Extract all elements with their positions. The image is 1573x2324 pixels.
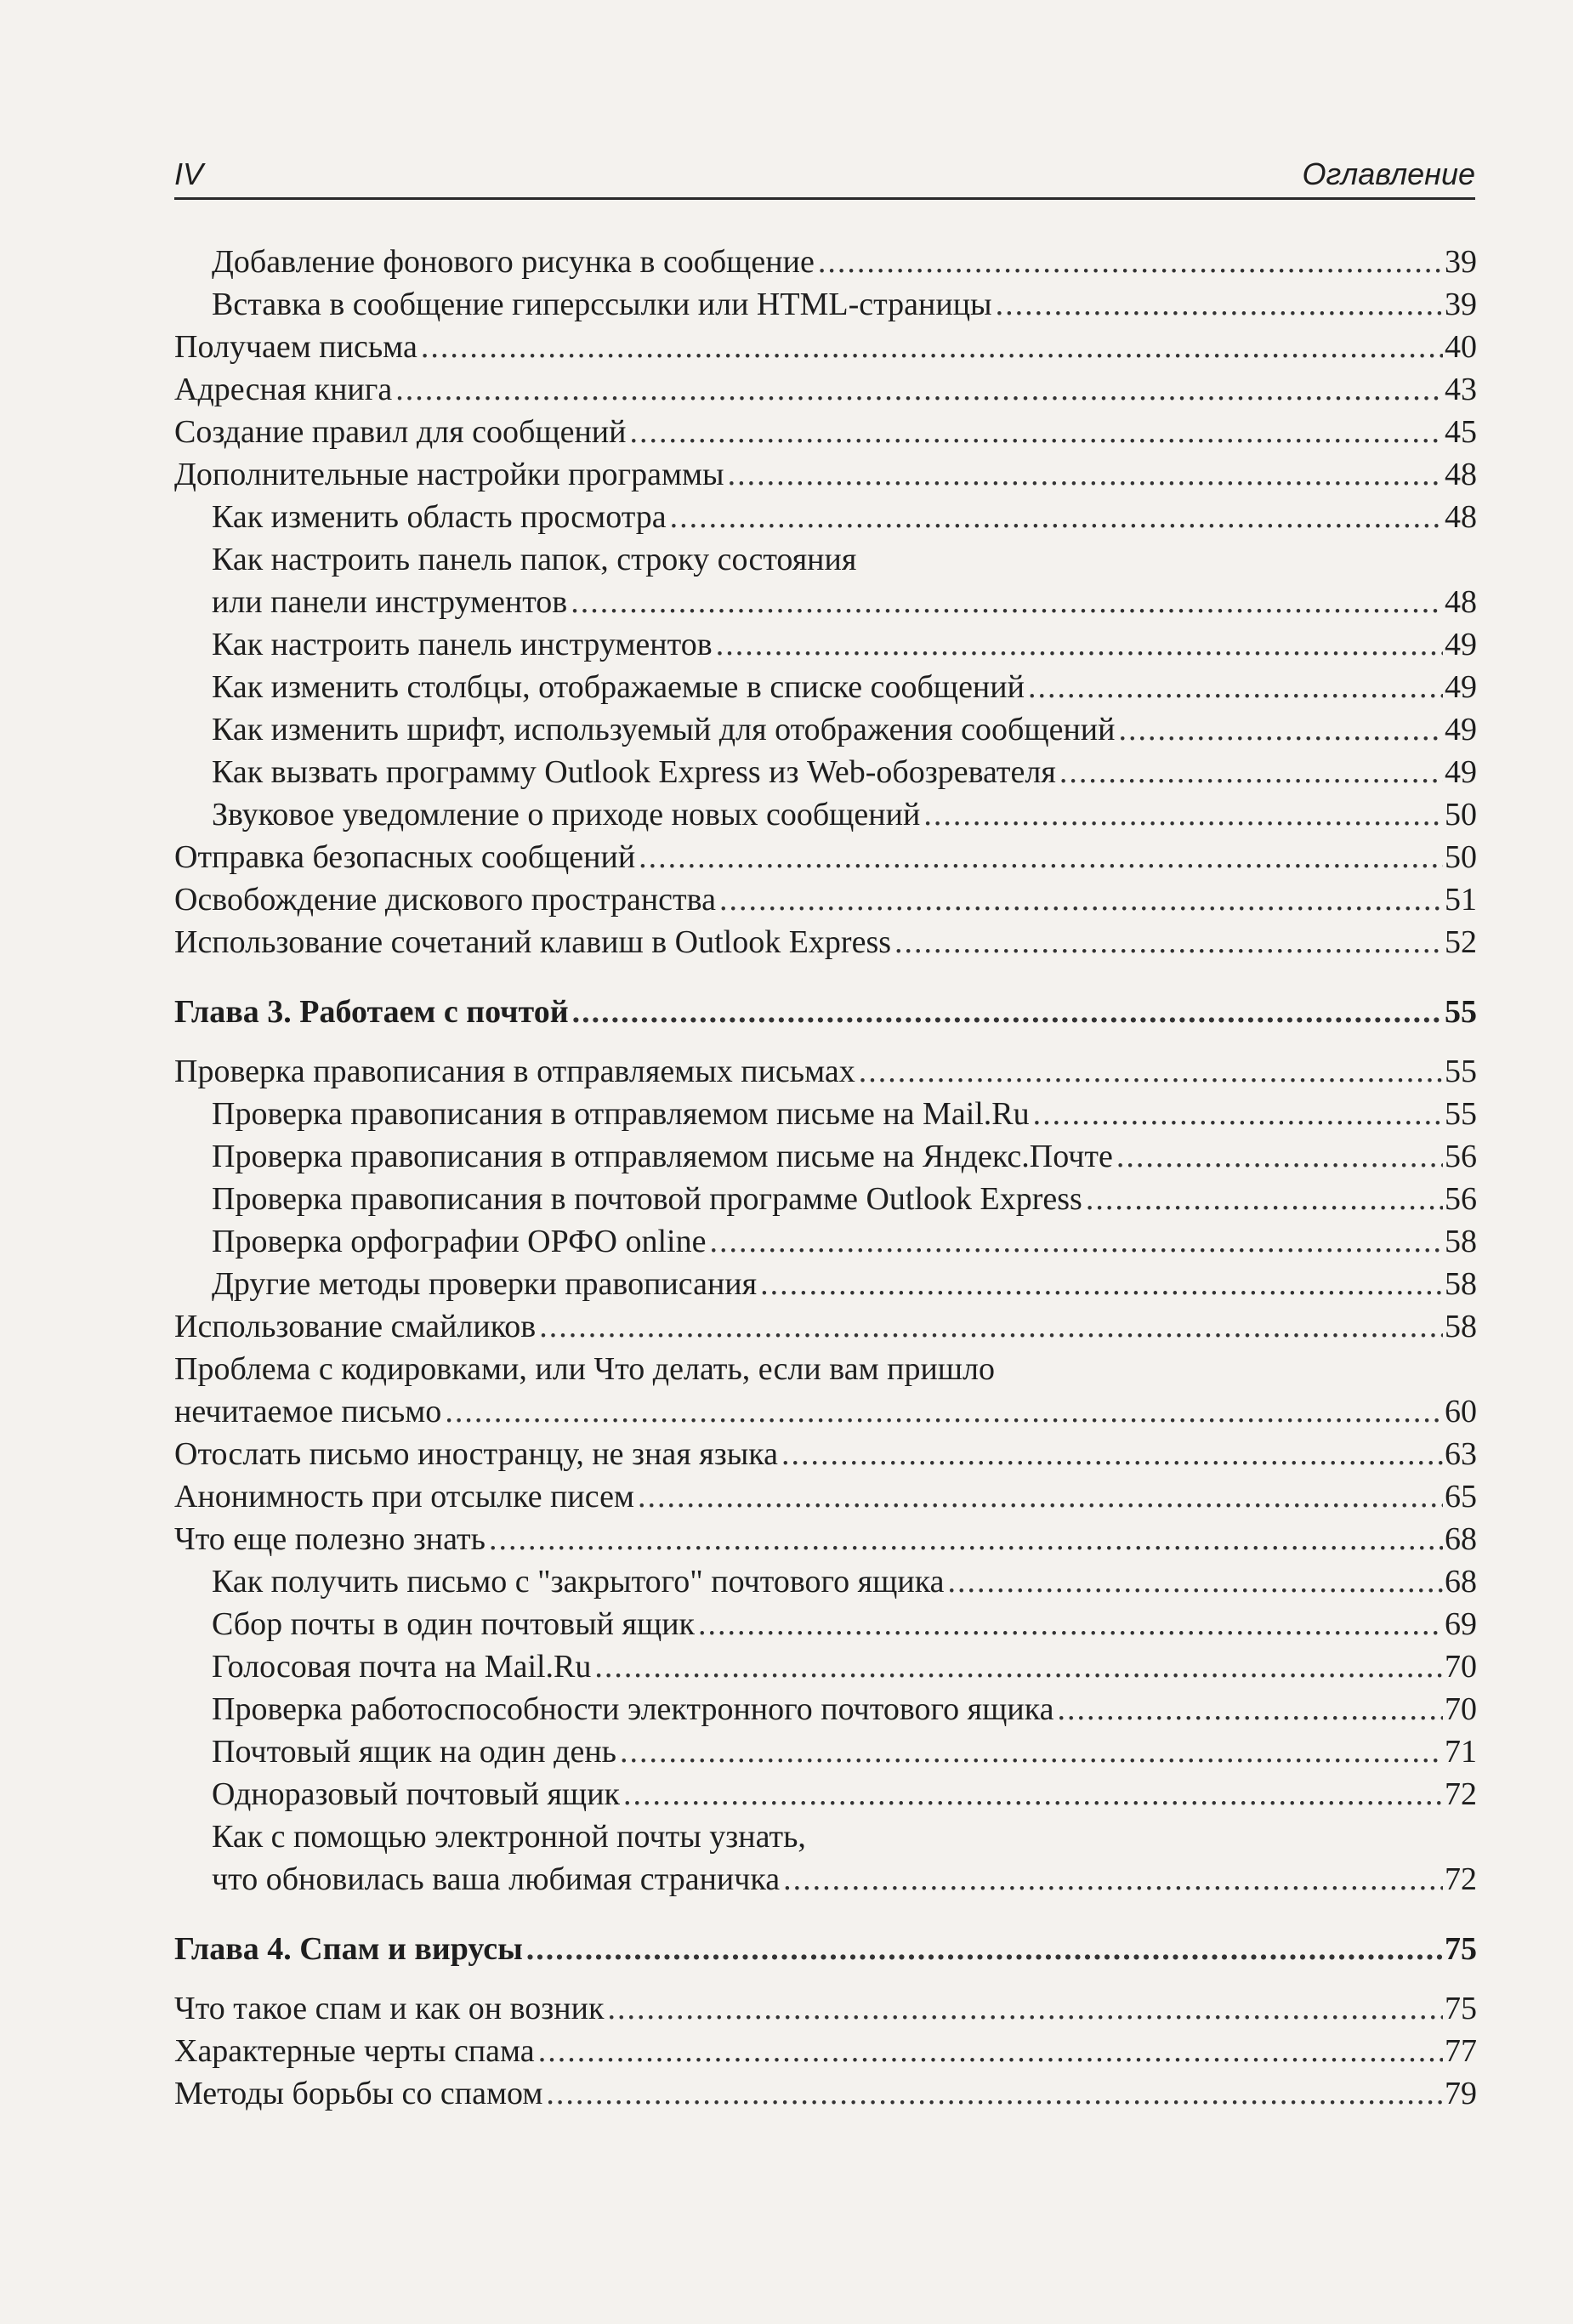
toc-entry[interactable]: Отправка безопасных сообщений ..... 50 xyxy=(174,836,1477,878)
toc-page: 51 xyxy=(1445,882,1477,918)
toc-page: 58 xyxy=(1445,1224,1477,1259)
toc-entry[interactable]: Использование сочетаний клавиш в Outlook Express ..... 52 xyxy=(174,921,1477,963)
toc-page: 70 xyxy=(1445,1649,1477,1685)
toc-page: 43 xyxy=(1445,372,1477,407)
toc-entry[interactable]: Одноразовый почтовый ящик ..... 72 xyxy=(174,1773,1477,1815)
toc-page: 68 xyxy=(1445,1564,1477,1600)
toc-entry[interactable]: нечитаемое письмо ..... 60 xyxy=(174,1390,1477,1433)
toc-page: 58 xyxy=(1445,1309,1477,1344)
toc-entry[interactable]: Как получить письмо с "закрытого" почтового ящика ..... 68 xyxy=(174,1560,1477,1603)
toc-entry[interactable]: Проверка правописания в отправляемом письме на Яндекс.Почте ..... 56 xyxy=(174,1135,1477,1178)
toc-page: 55 xyxy=(1445,994,1477,1030)
toc-entry[interactable]: Проверка правописания в отправляемом письме на Mail.Ru ..... 55 xyxy=(174,1093,1477,1135)
toc-entry[interactable]: Почтовый ящик на один день ..... 71 xyxy=(174,1730,1477,1773)
toc-entry[interactable]: Получаем письма ..... 40 xyxy=(174,326,1477,368)
toc-entry[interactable]: Что такое спам и как он возник ..... 75 xyxy=(174,1987,1477,2030)
toc-page: 75 xyxy=(1445,1991,1477,2026)
toc-page: 77 xyxy=(1445,2033,1477,2069)
toc-page: 79 xyxy=(1445,2076,1477,2111)
toc-entry[interactable]: Характерные черты спама ..... 77 xyxy=(174,2030,1477,2072)
toc-page: 56 xyxy=(1445,1139,1477,1174)
toc-entry[interactable]: Адресная книга ..... 43 xyxy=(174,368,1477,411)
toc-page: 39 xyxy=(1445,287,1477,322)
running-title: Оглавление xyxy=(1302,156,1475,191)
toc-entry[interactable]: Другие методы проверки правописания ..... 58 xyxy=(174,1263,1477,1305)
toc-page: 49 xyxy=(1445,712,1477,747)
header-rule xyxy=(174,197,1475,200)
toc-entry[interactable]: Проверка орфографии ОРФО online ..... 58 xyxy=(174,1220,1477,1263)
toc-page: 48 xyxy=(1445,457,1477,492)
toc-entry[interactable]: Анонимность при отсылке писем ..... 65 xyxy=(174,1475,1477,1518)
toc-entry-first-line[interactable]: Проблема с кодировками, или Что делать, если вам пришло xyxy=(174,1351,996,1387)
toc-entry[interactable]: Звуковое уведомление о приходе новых сообщений ..... 50 xyxy=(174,793,1477,836)
toc-page: 50 xyxy=(1445,839,1477,875)
toc-entry-first-line[interactable]: Как с помощью электронной почты узнать, xyxy=(212,1819,806,1855)
toc-page: 60 xyxy=(1445,1394,1477,1429)
toc-page: 40 xyxy=(1445,329,1477,365)
toc-entry[interactable]: Освобождение дискового пространства ..... 51 xyxy=(174,878,1477,921)
toc-entry[interactable]: Создание правил для сообщений ..... 45 xyxy=(174,411,1477,453)
toc-page: 55 xyxy=(1445,1054,1477,1089)
toc-entry[interactable]: Сбор почты в один почтовый ящик ..... 69 xyxy=(174,1603,1477,1645)
toc-chapter-3[interactable]: Глава 3. Работаем с почтой ..... 55 xyxy=(174,991,1477,1033)
toc-page: 63 xyxy=(1445,1436,1477,1472)
page-number: IV xyxy=(174,156,204,191)
toc-page: 39 xyxy=(1445,244,1477,280)
toc-entry[interactable]: Методы борьбы со спамом ..... 79 xyxy=(174,2072,1477,2115)
toc-page: 71 xyxy=(1445,1734,1477,1770)
toc-page: 72 xyxy=(1445,1776,1477,1812)
toc-page: 56 xyxy=(1445,1181,1477,1217)
toc-entry[interactable]: Как настроить панель инструментов ..... 49 xyxy=(174,623,1477,666)
toc-entry[interactable]: Проверка правописания в почтовой программе Outlook Express ..... 56 xyxy=(174,1178,1477,1220)
toc-entry[interactable]: Использование смайликов ..... 58 xyxy=(174,1305,1477,1348)
toc-page: 48 xyxy=(1445,584,1477,620)
toc-entry[interactable]: Вставка в сообщение гиперссылки или HTML-страницы ..... 39 xyxy=(174,283,1477,326)
toc-entry[interactable]: или панели инструментов ..... 48 xyxy=(174,581,1477,623)
running-header xyxy=(174,153,1475,196)
toc-page: 68 xyxy=(1445,1521,1477,1557)
toc-entry[interactable]: Как вызвать программу Outlook Express из Web-обозревателя ..... 49 xyxy=(174,751,1477,793)
toc-page: 49 xyxy=(1445,754,1477,790)
toc-page: 65 xyxy=(1445,1479,1477,1514)
toc-page: 75 xyxy=(1445,1931,1477,1967)
toc-entry[interactable]: Проверка правописания в отправляемых письмах ..... 55 xyxy=(174,1050,1477,1093)
toc-chapter-4[interactable]: Глава 4. Спам и вирусы ..... 75 xyxy=(174,1928,1477,1970)
toc-entry[interactable]: Как изменить шрифт, используемый для отображения сообщений ..... 49 xyxy=(174,708,1477,751)
toc-page: 48 xyxy=(1445,499,1477,535)
toc-page: 70 xyxy=(1445,1691,1477,1727)
toc-entry[interactable]: Добавление фонового рисунка в сообщение ..... 39 xyxy=(174,241,1477,283)
toc-entry[interactable]: Голосовая почта на Mail.Ru ..... 70 xyxy=(174,1645,1477,1688)
toc-entry[interactable]: что обновилась ваша любимая страничка ..... 72 xyxy=(174,1858,1477,1901)
toc-page: 50 xyxy=(1445,797,1477,832)
toc-page: 55 xyxy=(1445,1096,1477,1132)
toc-entry[interactable]: Дополнительные настройки программы ..... 48 xyxy=(174,453,1477,496)
toc-entry[interactable]: Что еще полезно знать ..... 68 xyxy=(174,1518,1477,1560)
toc-page: 49 xyxy=(1445,627,1477,662)
toc-page: 49 xyxy=(1445,669,1477,705)
toc-page: 58 xyxy=(1445,1266,1477,1302)
toc-entry[interactable]: Как изменить область просмотра ..... 48 xyxy=(174,496,1477,538)
toc-page: 45 xyxy=(1445,414,1477,450)
toc-page: 72 xyxy=(1445,1861,1477,1897)
toc-page: 69 xyxy=(1445,1606,1477,1642)
toc-entry[interactable]: Проверка работоспособности электронного почтового ящика ..... 70 xyxy=(174,1688,1477,1730)
toc-entry-first-line[interactable]: Как настроить панель папок, строку состояния xyxy=(212,542,857,577)
toc-page: 52 xyxy=(1445,924,1477,960)
toc-entry[interactable]: Отослать письмо иностранцу, не зная языка ..... 63 xyxy=(174,1433,1477,1475)
table-of-contents xyxy=(174,241,1477,2115)
toc-entry[interactable]: Как изменить столбцы, отображаемые в списке сообщений ..... 49 xyxy=(174,666,1477,708)
